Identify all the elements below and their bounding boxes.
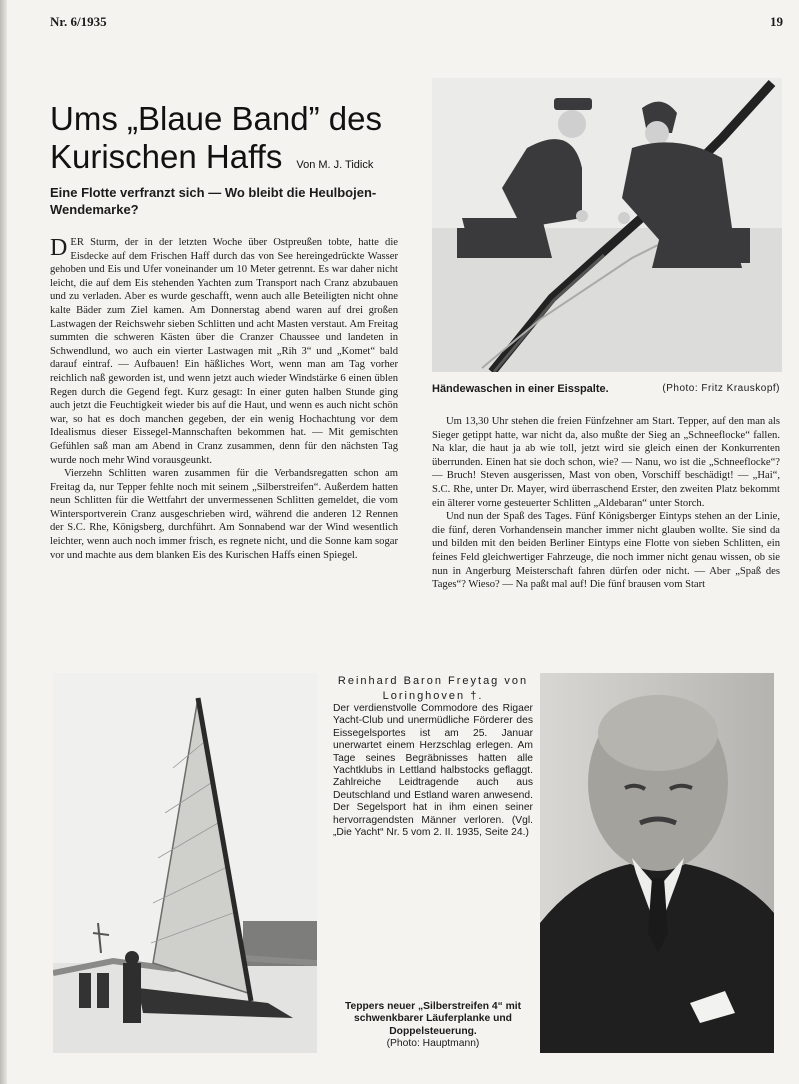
photo-portrait xyxy=(540,673,774,1053)
article-subtitle: Eine Flotte verfranzt sich — Wo bleibt die Heulbojen-Wendemarke? xyxy=(50,185,377,217)
photo-credit: (Photo: Fritz Krauskopf) xyxy=(662,383,780,394)
drop-cap: D xyxy=(50,235,68,261)
photo-credit: (Photo: Hauptmann) xyxy=(386,1038,480,1050)
paragraph: Und nun der Spaß des Tages. Fünf Königsberger Eintyps stehen an der Linie, die fünf, deren Vorhandensein mancher immer nicht glauben wollte. Sie sind da und bilden mit den beiden Berliner Eintyps eine Flotte von sieben Schlitten, ein feines Feld gleichwertiger Fahrzeuge, die noch immer nicht genau wissen, ob sie nun in Angerburg Meisterschaft fahren dürfen oder nicht. — Aber „Spaß des Tages“? Wieso? — Na paßt mal auf! Die fünf brausen vom Start xyxy=(432,511,780,591)
obituary-text: Der verdienstvolle Commodore des Rigaer Yacht-Club und unermüdliche Förderer des Eissegelsportes ist am 25. Januar unerwartet einem Herzschlag erlegen. Am Tage seines Begräbnisses hatten alle Yachtklubs in Lettland halbstocks geflaggt. Zahlreiche Leidtragende auch aus Deutschland und Estland waren anwesend. Der Segelsport hat in ihm einen seiner hervorragendsten Männer verloren. (Vgl. „Die Yacht“ Nr. 5 vom 2. II. 1935, Seite 24.) xyxy=(333,703,533,839)
photo-ice-yacht xyxy=(53,673,317,1053)
paragraph xyxy=(50,236,398,467)
caption-text: Händewaschen in einer Eisspalte. xyxy=(432,383,609,395)
article-column-right xyxy=(432,415,780,592)
photo-caption-yacht xyxy=(333,1001,533,1051)
article-column-left xyxy=(50,236,398,562)
obituary-heading: Reinhard Baron Freytag von Loringhoven †. xyxy=(337,675,529,702)
issue-number: Nr. 6/1935 xyxy=(50,14,107,29)
author-byline: Von M. J. Tidick xyxy=(296,159,374,171)
caption-text: Teppers neuer „Silberstreifen 4“ mit schwenkbarer Läuferplanke und Doppelsteuerung. xyxy=(344,1001,522,1037)
photo-ice-crack xyxy=(432,78,782,372)
page-number: 19 xyxy=(770,14,783,29)
page-edge-shadow xyxy=(0,0,7,1084)
title-line-2 xyxy=(50,138,420,184)
article-title xyxy=(50,100,420,184)
paragraph: Um 13,30 Uhr stehen die freien Fünfzehner am Start. Tepper, auf den man als Sieger getippt hatte, war nicht da, also mußte der Sieg an „Schneeflocke“ fallen. Na klar, die haut ja ab wie toll, jetzt wird sie gleich einen der Konkurrenten überrunden. Einen hat sie doch schon, wie? — Nanu, wo ist die „Schneeflocke“? — Bruch! Steven ausgerissen, Mast von oben, Vorschiff beschädigt! — „Hai“, S.C. Rhe, unter Dr. Mayer, wird überraschend Erster, den zweiten Platz bekommt ein älterer vorne gesteuerter Schlitten „Aldebaran“ unter Storch. xyxy=(432,416,780,509)
title-line-2-text: Kurischen Haffs xyxy=(50,138,283,175)
paragraph-text: ER Sturm, der in der letzten Woche über Ostpreußen tobte, hatte die Eisdecke auf dem Frischen Haff durch das von See hereingedrückte Wasser gehoben und Eis und Ufer voneinander um 10 Meter getrennt. Es war daher nicht leicht, die auf dem Eis stehenden Yachten zum Transport nach Cranz abzubauen und zu verladen. Aber es wurde geschafft, wenn auch alle Beteiligten nicht ohne kalte Bäder zum Ziel kamen. Am Donnerstag abend waren auf drei großen Lastwagen der Reichswehr sieben Schlitten und acht Masten verstaut. Am Freitag summten die schweren Kästen über die Cranzer Chaussee und landeten in Schwendlund, wo auch ein vierter Lastwagen mit „Rih 3“ und „Komet“ bald darauf eintraf. — Aufbauen! Ein häßliches Wort, wenn man am Tag vorher reichlich naß geworden ist, und wenn jetzt auch wieder Windstärke 6 einen üblen Regen durch die Gegend fegt. Kurz gesagt: In einer guten halben Stunde ging auch jetzt die Feuchtigkeit wieder bis auf die Haut, und wenn es auch nicht schön war, so hat es doch manchen gegeben, der ein wenig Hochachtung vor dem Idealismus dieser Eissegel-Mannschaften bekommen hat. — Mit gemischten Gefühlen saß man am Abend in Cranz zusammen, denn für den nächsten Tag wurde noch mehr Wind vorausgeunkt. xyxy=(50,237,398,466)
photo-caption-top xyxy=(432,383,780,395)
title-line-1: Ums „Blaue Band” des xyxy=(50,100,382,137)
paragraph: Vierzehn Schlitten waren zusammen für die Verbandsregatten schon am Freitag da, nur Tepper fehlte noch mit seinem „Silberstreifen“. Außerdem hatten neun Schlitten für die Wettfahrt der unvermessenen Schlitten gemeldet, die vom Wintersportverein Cranz ausgeschrieben wird, während die anderen 12 Rennen der S.C. Rhe, Königsberg, durchführt. Am Sonnabend war der Wind wesentlich leichter, wenn auch noch immer frisch, es regnete nicht, und die Sonne kam sogar vor und machte aus dem blanken Eis des Kurischen Haffs einen Spiegel. xyxy=(50,468,398,561)
